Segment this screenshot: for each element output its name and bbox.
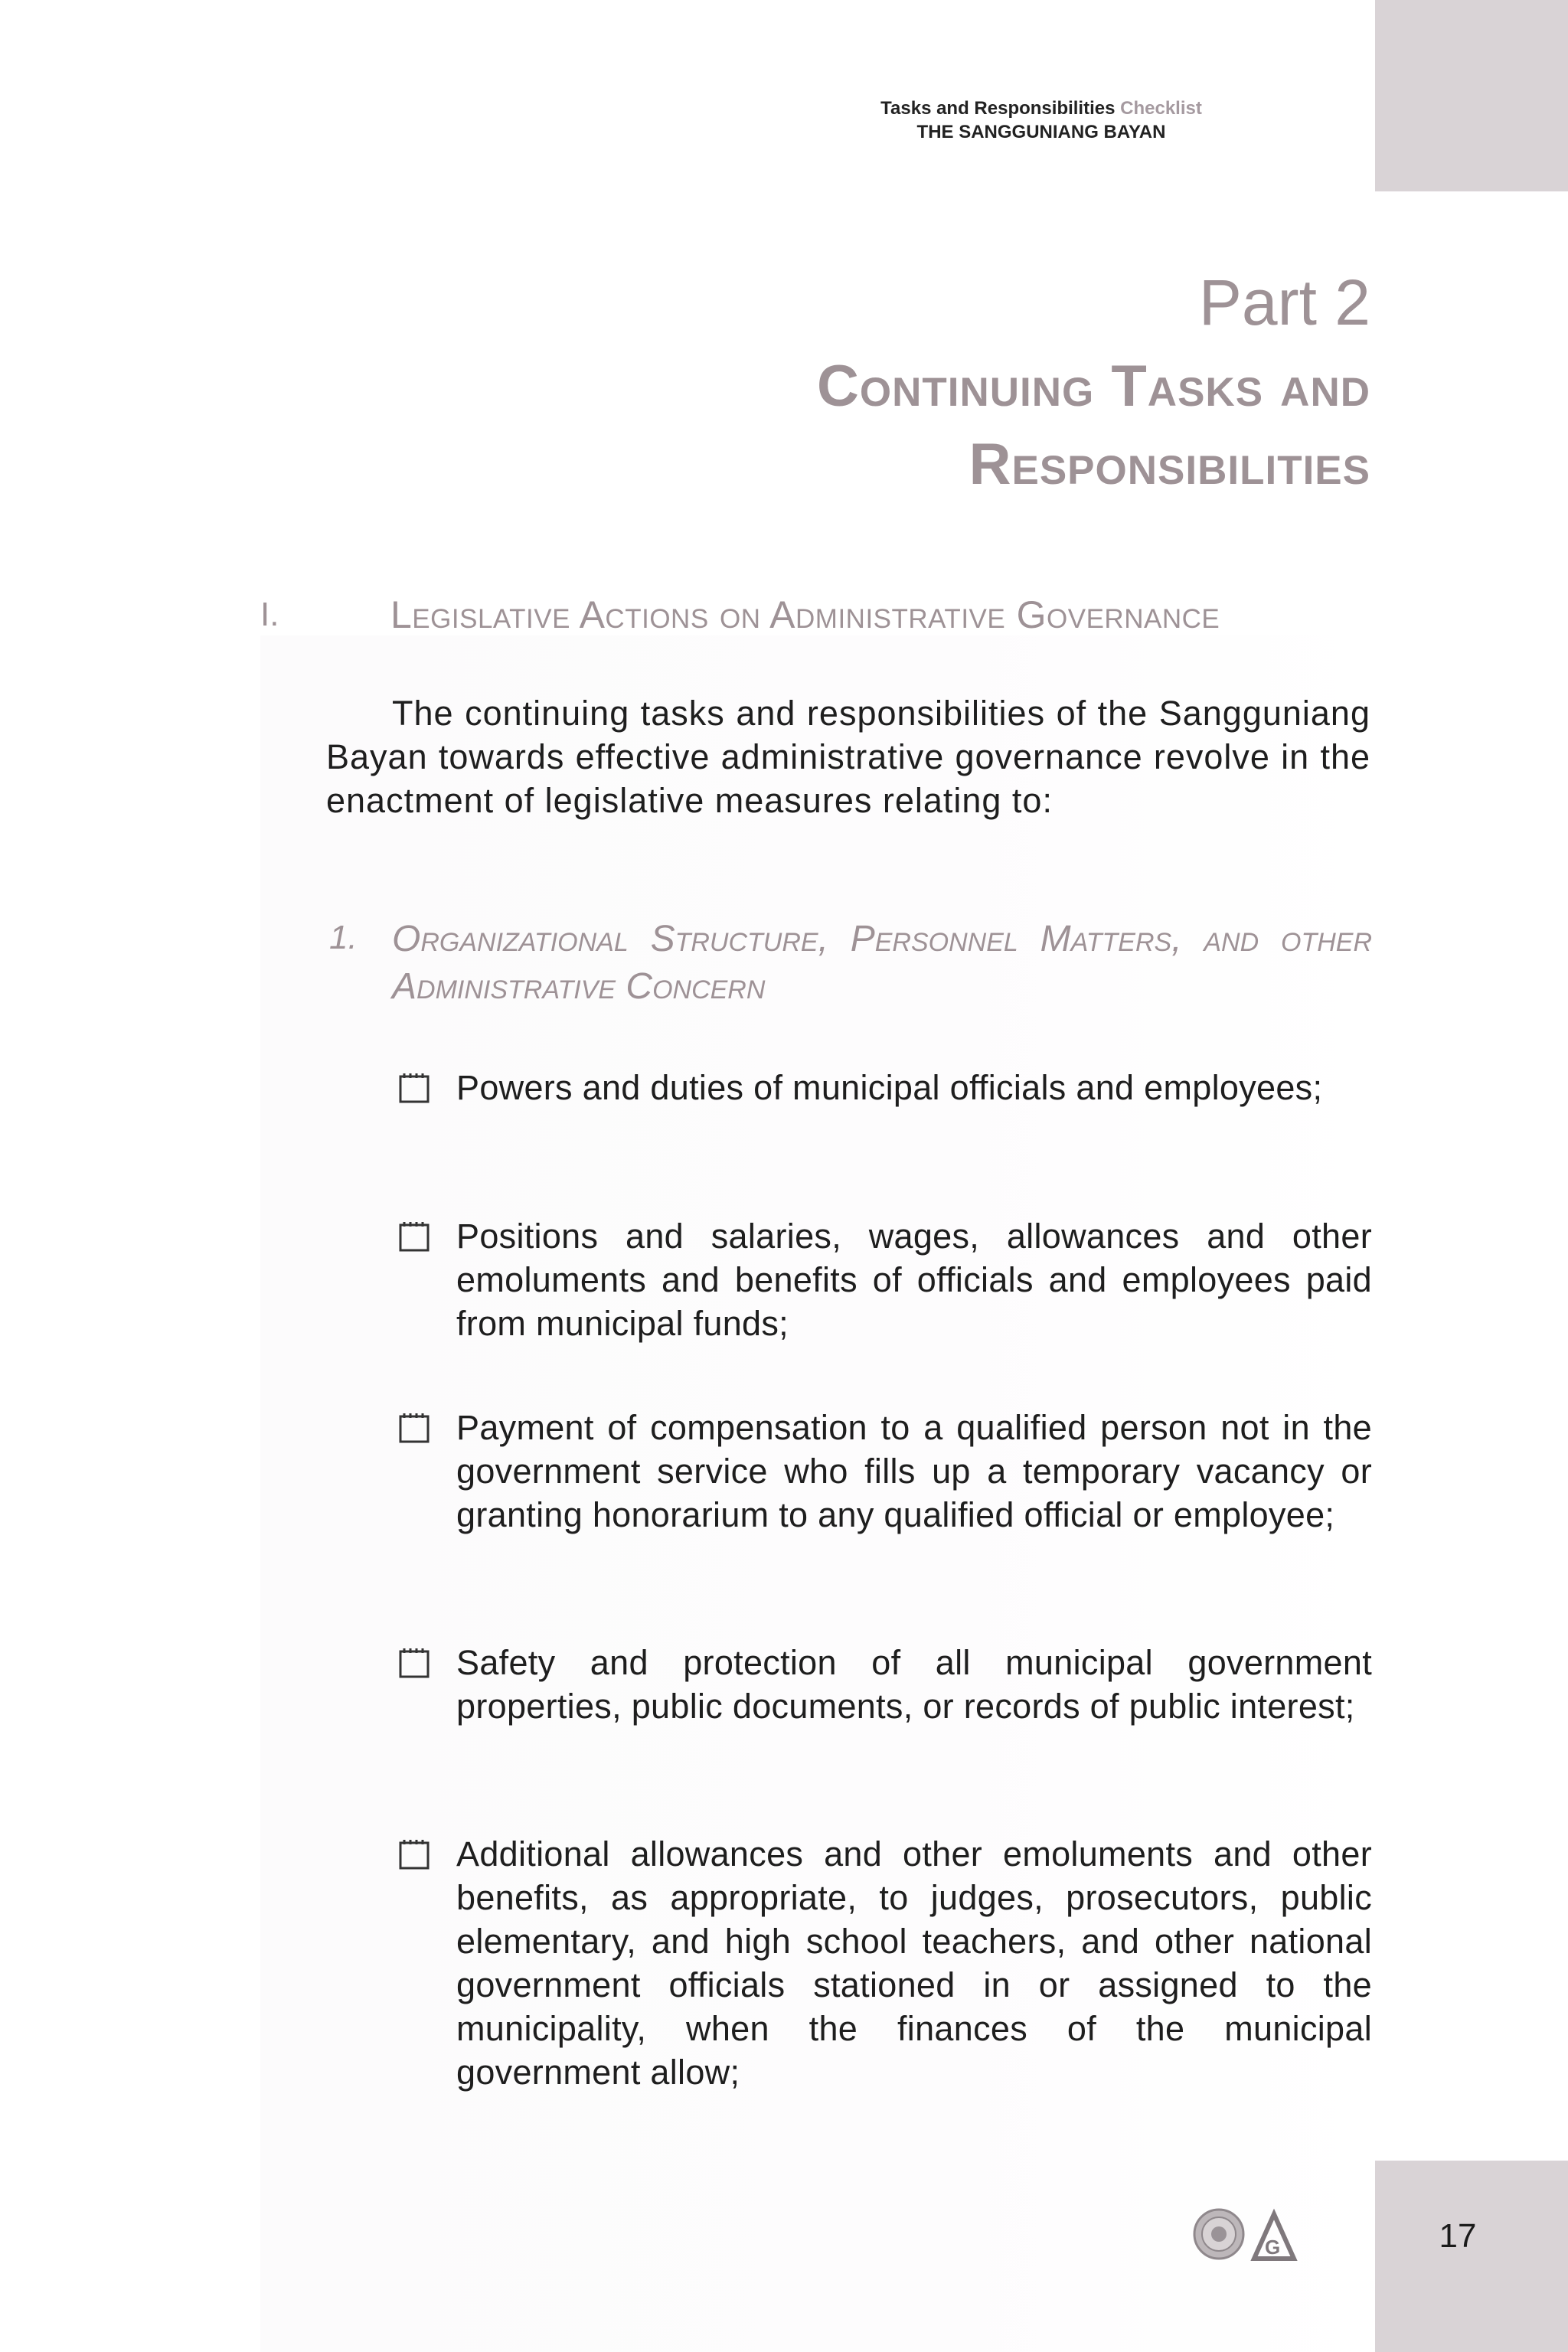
checkbox-icon[interactable] [398, 1412, 430, 1444]
checklist-item-text: Positions and salaries, wages, allowances and other emoluments and benefits of officials and employees paid from municipal funds; [456, 1217, 1372, 1343]
part-subtitle: Continuing Tasks and Responsibilities [817, 354, 1370, 497]
checklist-item [398, 1832, 1372, 2094]
checklist-item-text: Payment of compensation to a qualified person not in the government service who fills up a temporary vacancy or granting honorarium to any qualified official or employee; [456, 1408, 1372, 1534]
section-number: I. [260, 596, 279, 633]
section-title: Legislative Actions on Administrative Governance [390, 593, 1220, 636]
running-header [766, 96, 1317, 144]
lga-logo-icon [1254, 2214, 1294, 2259]
page-number: 17 [1439, 2217, 1477, 2255]
intro-paragraph: The continuing tasks and responsibilities of the Sangguniang Bayan towards effective administrative governance revolve in the enactment of legislative measures relating to: [326, 694, 1370, 820]
header-line-2: THE SANGGUNIANG BAYAN [916, 122, 1166, 142]
checkbox-icon[interactable] [398, 1838, 430, 1870]
svg-text:G: G [1265, 2236, 1281, 2259]
corner-tab-top [1375, 0, 1568, 191]
subsection-number: 1. [329, 919, 358, 956]
checkbox-icon[interactable] [398, 1220, 430, 1253]
checklist-item-text: Additional allowances and other emoluments and other benefits, as appropriate, to judges, prosecutors, public elementary, and high school teachers, and other national government officials stationed in or assigned to the municipality, when the finances of the municipal government allow; [456, 1834, 1372, 2092]
checkbox-icon[interactable] [398, 1072, 430, 1104]
checklist-item [398, 1406, 1372, 1537]
checklist-item [398, 1066, 1372, 1109]
checklist-item [398, 1641, 1372, 1728]
agency-logos [1191, 2203, 1306, 2265]
seal-logo-icon [1194, 2210, 1243, 2259]
checklist-item-text: Safety and protection of all municipal government properties, public documents, or records of public interest; [456, 1643, 1372, 1726]
header-checklist: Checklist [1120, 98, 1202, 119]
checklist-item [398, 1214, 1372, 1345]
part-title: Part 2 [1198, 266, 1370, 338]
checklist-item-text: Powers and duties of municipal officials and employees; [456, 1068, 1323, 1107]
checkbox-icon[interactable] [398, 1647, 430, 1679]
header-title: Tasks and Responsibilities [880, 98, 1121, 119]
header-line-1 [766, 96, 1317, 120]
corner-tab-bottom [1375, 2161, 1568, 2352]
subsection-title: Organizational Structure, Personnel Matters, and other Administrative Concern [392, 919, 1372, 1007]
